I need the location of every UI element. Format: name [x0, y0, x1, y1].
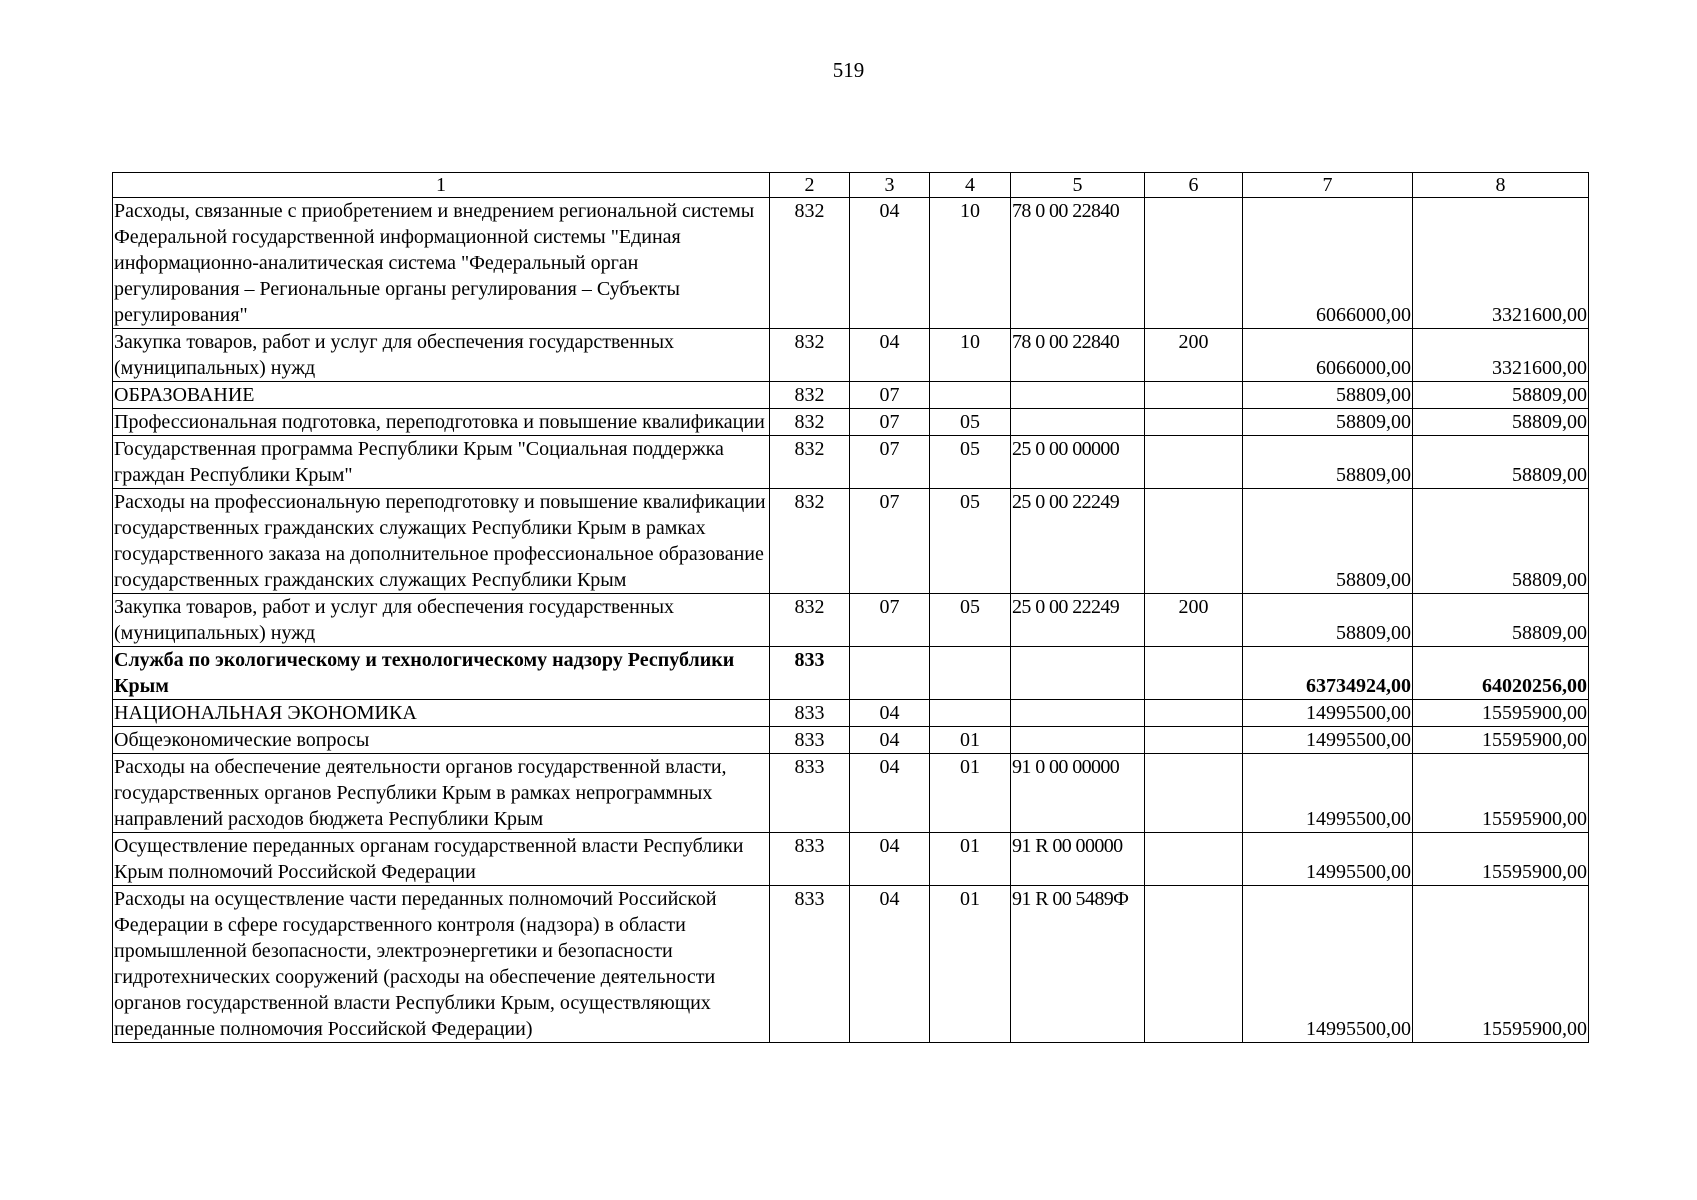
header-cell: 1: [113, 173, 770, 198]
section-code-cell: 07: [850, 489, 930, 594]
table-row: [113, 329, 1589, 382]
subsection-code-cell: 01: [930, 754, 1011, 833]
amount-year1-cell: 14995500,00: [1243, 727, 1413, 754]
table-row: [113, 382, 1589, 409]
table-row: [113, 436, 1589, 489]
section-code-cell: 04: [850, 833, 930, 886]
amount-year2-cell: 15595900,00: [1413, 700, 1589, 727]
expense-name-cell: ОБРАЗОВАНИЕ: [113, 382, 770, 409]
subsection-code-cell: 01: [930, 727, 1011, 754]
expense-type-cell: [1145, 700, 1243, 727]
amount-year2-cell: 15595900,00: [1413, 833, 1589, 886]
header-cell: 3: [850, 173, 930, 198]
target-article-cell: [1011, 647, 1145, 700]
expense-name-cell: НАЦИОНАЛЬНАЯ ЭКОНОМИКА: [113, 700, 770, 727]
amount-year2-cell: 15595900,00: [1413, 727, 1589, 754]
subsection-code-cell: 05: [930, 436, 1011, 489]
expense-type-cell: [1145, 647, 1243, 700]
target-article-cell: 25 0 00 00000: [1011, 436, 1145, 489]
amount-year1-cell: 14995500,00: [1243, 833, 1413, 886]
expense-name-cell: Профессиональная подготовка, переподготовка и повышение квалификации: [113, 409, 770, 436]
amount-year1-cell: 58809,00: [1243, 382, 1413, 409]
expense-type-cell: [1145, 754, 1243, 833]
table-row: [113, 594, 1589, 647]
amount-year1-cell: 58809,00: [1243, 594, 1413, 647]
header-cell: 8: [1413, 173, 1589, 198]
expense-name-cell: Расходы на осуществление части переданных полномочий Российской Федерации в сфере государственного контроля (надзора) в области промышленной безопасности, электроэнергетики и безопасности гидротехнических сооружений (расходы на обеспечение деятельности органов государственной власти Республики Крым, осуществляющих переданные полномочия Российской Федерации): [113, 886, 770, 1043]
target-article-cell: 91 R 00 00000: [1011, 833, 1145, 886]
amount-year2-cell: 64020256,00: [1413, 647, 1589, 700]
table-row: [113, 409, 1589, 436]
table-row: [113, 754, 1589, 833]
subsection-code-cell: 05: [930, 409, 1011, 436]
ministry-code-cell: 833: [770, 727, 850, 754]
target-article-cell: [1011, 382, 1145, 409]
expense-type-cell: 200: [1145, 594, 1243, 647]
target-article-cell: [1011, 700, 1145, 727]
expense-type-cell: [1145, 886, 1243, 1043]
subsection-code-cell: [930, 647, 1011, 700]
expense-type-cell: [1145, 833, 1243, 886]
table-body: [113, 173, 1589, 1043]
ministry-code-cell: 832: [770, 594, 850, 647]
amount-year1-cell: 14995500,00: [1243, 700, 1413, 727]
ministry-code-cell: 832: [770, 382, 850, 409]
header-cell: 2: [770, 173, 850, 198]
ministry-code-cell: 833: [770, 833, 850, 886]
amount-year2-cell: 15595900,00: [1413, 886, 1589, 1043]
section-code-cell: [850, 647, 930, 700]
table-row: [113, 727, 1589, 754]
amount-year1-cell: 63734924,00: [1243, 647, 1413, 700]
section-code-cell: 04: [850, 198, 930, 329]
table-row: [113, 198, 1589, 329]
ministry-code-cell: 832: [770, 329, 850, 382]
expense-name-cell: Осуществление переданных органам государственной власти Республики Крым полномочий Российской Федерации: [113, 833, 770, 886]
table-row: [113, 700, 1589, 727]
expense-name-cell: Государственная программа Республики Крым "Социальная поддержка граждан Республики Крым": [113, 436, 770, 489]
ministry-code-cell: 832: [770, 409, 850, 436]
table-row: [113, 886, 1589, 1043]
amount-year1-cell: 58809,00: [1243, 436, 1413, 489]
expense-name-cell: Расходы на профессиональную переподготовку и повышение квалификации государственных гражданских служащих Республики Крым в рамках государственного заказа на дополнительное профессиональное образование государственных гражданских служащих Республики Крым: [113, 489, 770, 594]
subsection-code-cell: 10: [930, 329, 1011, 382]
ministry-code-cell: 832: [770, 198, 850, 329]
amount-year2-cell: 15595900,00: [1413, 754, 1589, 833]
target-article-cell: 78 0 00 22840: [1011, 329, 1145, 382]
section-code-cell: 04: [850, 886, 930, 1043]
table-row: [113, 647, 1589, 700]
expense-type-cell: 200: [1145, 329, 1243, 382]
table-row: [113, 489, 1589, 594]
amount-year2-cell: 3321600,00: [1413, 329, 1589, 382]
ministry-code-cell: 833: [770, 647, 850, 700]
amount-year2-cell: 58809,00: [1413, 489, 1589, 594]
amount-year2-cell: 58809,00: [1413, 382, 1589, 409]
target-article-cell: 91 0 00 00000: [1011, 754, 1145, 833]
expense-type-cell: [1145, 409, 1243, 436]
target-article-cell: 25 0 00 22249: [1011, 594, 1145, 647]
target-article-cell: 25 0 00 22249: [1011, 489, 1145, 594]
header-cell: 5: [1011, 173, 1145, 198]
ministry-code-cell: 833: [770, 700, 850, 727]
section-code-cell: 04: [850, 754, 930, 833]
header-cell: 6: [1145, 173, 1243, 198]
amount-year2-cell: 3321600,00: [1413, 198, 1589, 329]
amount-year1-cell: 6066000,00: [1243, 198, 1413, 329]
subsection-code-cell: 01: [930, 886, 1011, 1043]
expense-type-cell: [1145, 489, 1243, 594]
section-code-cell: 04: [850, 700, 930, 727]
section-code-cell: 07: [850, 409, 930, 436]
section-code-cell: 07: [850, 382, 930, 409]
table-row: [113, 833, 1589, 886]
subsection-code-cell: 05: [930, 594, 1011, 647]
expense-name-cell: Закупка товаров, работ и услуг для обеспечения государственных (муниципальных) нужд: [113, 594, 770, 647]
amount-year1-cell: 14995500,00: [1243, 754, 1413, 833]
expense-type-cell: [1145, 727, 1243, 754]
ministry-code-cell: 833: [770, 886, 850, 1043]
ministry-code-cell: 832: [770, 489, 850, 594]
expense-name-cell: Закупка товаров, работ и услуг для обеспечения государственных (муниципальных) нужд: [113, 329, 770, 382]
subsection-code-cell: [930, 382, 1011, 409]
expense-name-cell: Расходы, связанные с приобретением и внедрением региональной системы Федеральной государственной информационной системы "Единая информационно-аналитическая система "Федеральный орган регулирования – Региональные органы регулирования – Субъекты регулирования": [113, 198, 770, 329]
target-article-cell: 91 R 00 5489Ф: [1011, 886, 1145, 1043]
subsection-code-cell: 10: [930, 198, 1011, 329]
section-code-cell: 04: [850, 329, 930, 382]
expense-type-cell: [1145, 198, 1243, 329]
subsection-code-cell: 01: [930, 833, 1011, 886]
expense-name-cell: Общеэкономические вопросы: [113, 727, 770, 754]
amount-year1-cell: 58809,00: [1243, 489, 1413, 594]
header-cell: 4: [930, 173, 1011, 198]
expense-name-cell: Расходы на обеспечение деятельности органов государственной власти, государственных органов Республики Крым в рамках непрограммных направлений расходов бюджета Республики Крым: [113, 754, 770, 833]
ministry-code-cell: 833: [770, 754, 850, 833]
column-number-header-row: [113, 173, 1589, 198]
budget-table: [112, 172, 1589, 1043]
section-code-cell: 07: [850, 594, 930, 647]
ministry-code-cell: 832: [770, 436, 850, 489]
target-article-cell: 78 0 00 22840: [1011, 198, 1145, 329]
amount-year1-cell: 6066000,00: [1243, 329, 1413, 382]
subsection-code-cell: 05: [930, 489, 1011, 594]
section-code-cell: 07: [850, 436, 930, 489]
amount-year2-cell: 58809,00: [1413, 594, 1589, 647]
amount-year2-cell: 58809,00: [1413, 409, 1589, 436]
amount-year1-cell: 14995500,00: [1243, 886, 1413, 1043]
subsection-code-cell: [930, 700, 1011, 727]
expense-name-cell: Служба по экологическому и технологическому надзору Республики Крым: [113, 647, 770, 700]
section-code-cell: 04: [850, 727, 930, 754]
expense-type-cell: [1145, 436, 1243, 489]
target-article-cell: [1011, 727, 1145, 754]
target-article-cell: [1011, 409, 1145, 436]
page-number: 519: [832, 58, 865, 82]
header-cell: 7: [1243, 173, 1413, 198]
amount-year1-cell: 58809,00: [1243, 409, 1413, 436]
expense-type-cell: [1145, 382, 1243, 409]
amount-year2-cell: 58809,00: [1413, 436, 1589, 489]
